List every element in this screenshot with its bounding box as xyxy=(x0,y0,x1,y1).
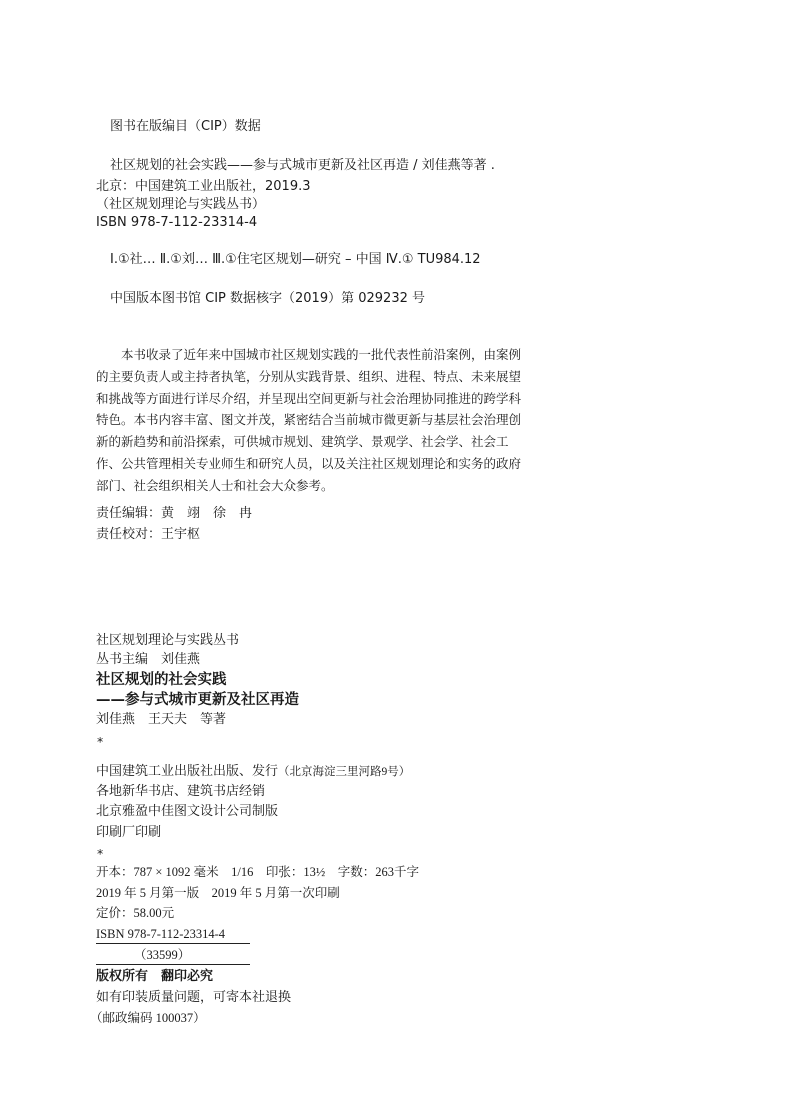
typesetting: 北京雅盈中佳图文设计公司制版 xyxy=(96,804,279,819)
cip-series-line: （社区规划理论与实践丛书） xyxy=(96,197,266,212)
abstract xyxy=(96,344,532,497)
format-prefix: 开本：787 × 1092 毫米 1/16 印张：13 xyxy=(96,865,316,879)
proofreader-label: 责任校对： xyxy=(96,527,162,542)
publisher: 中国建筑工业出版社出版、发行 xyxy=(96,763,279,778)
copyright-notice: 版权所有 翻印必究 xyxy=(96,969,214,984)
cip-title-line: 社区规划的社会实践——参与式城市更新及社区再造 / 刘佳燕等著 . xyxy=(110,158,495,173)
separator-star-2: * xyxy=(97,846,104,861)
return-notice: 如有印装质量问题，可寄本社退换 xyxy=(96,990,292,1005)
printing: 印刷厂印刷 xyxy=(96,825,162,840)
cip-heading: 图书在版编目（CIP）数据 xyxy=(110,119,261,134)
separator-star: * xyxy=(97,734,104,749)
isbn: ISBN 978-7-112-23314-4 xyxy=(96,927,226,941)
isbn-underline xyxy=(96,943,250,944)
postcode: （邮政编码 100037） xyxy=(90,1011,206,1025)
publisher-address: （北京海淀三里河路9号） xyxy=(278,766,411,778)
edition-line: 2019 年 5 月第一版 2019 年 5 月第一次印刷 xyxy=(96,886,340,900)
format-fraction: ½ xyxy=(315,865,326,879)
price-code: （33599） xyxy=(134,948,191,962)
proofreader-line xyxy=(96,528,200,541)
book-authors: 刘佳燕 王天夫 等著 xyxy=(96,712,227,727)
cip-classification-line: Ⅰ.①社… Ⅱ.①刘… Ⅲ.①住宅区规划—研究 – 中国 Ⅳ.① TU984.12 xyxy=(110,252,481,267)
format-suffix: 字数：263千字 xyxy=(325,865,420,879)
cip-publisher-line: 北京：中国建筑工业出版社，2019.3 xyxy=(96,179,311,194)
publisher-line xyxy=(96,764,410,779)
book-title: 社区规划的社会实践 xyxy=(96,672,227,688)
cip-isbn-line: ISBN 978-7-112-23314-4 xyxy=(96,215,258,230)
editor-label: 责任编辑： xyxy=(96,506,162,521)
price: 定价：58.00元 xyxy=(96,906,175,920)
book-subtitle: ——参与式城市更新及社区再造 xyxy=(96,692,299,708)
distribution: 各地新华书店、建筑书店经销 xyxy=(96,784,266,799)
proofreader-name: 王宇枢 xyxy=(161,527,201,542)
series-editor: 丛书主编 刘佳燕 xyxy=(96,652,201,667)
code-underline xyxy=(96,964,250,965)
abstract-paragraph: 本书收录了近年来中国城市社区规划实践的一批代表性前沿案例，由案例的主要负责人或主持者执笔，分别从实践背景、组织、进程、特点、未来展望和挑战等方面进行详尽介绍，并呈现出空间更新与社会治理协同推进的跨学科特色。本书内容丰富、图文并茂，紧密结合当前城市微更新与基层社会治理创新的新趋势和前沿探索，可供城市规划、建筑学、景观学、社会学、社会工作、公共管理相关专业师生和研究人员，以及关注社区规划理论和实务的政府部门、社会组织相关人士和社会大众参考。 xyxy=(96,347,522,493)
cip-number-line: 中国版本图书馆 CIP 数据核字（2019）第 029232 号 xyxy=(110,291,425,306)
editor-line xyxy=(96,507,252,520)
editor-names: 黄 翊 徐 冉 xyxy=(161,506,253,521)
format-line xyxy=(96,866,419,879)
series-name: 社区规划理论与实践丛书 xyxy=(96,633,240,648)
